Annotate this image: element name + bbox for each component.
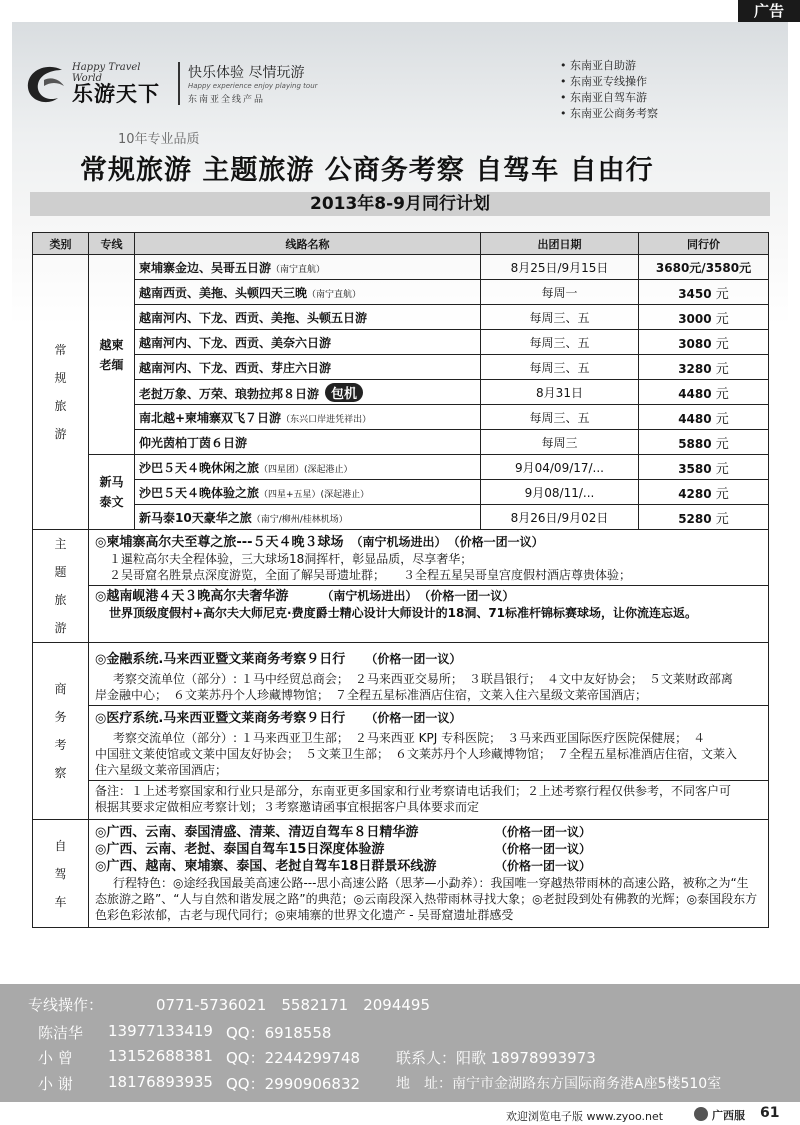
selfdrive-feature-line3: 色彩色彩浓郁，古老与现代同行；◎柬埔寨的世界文化遗产 - 吴哥窟遗址群感受: [95, 908, 514, 922]
ad-tag: 广告: [738, 0, 800, 22]
route-date: 每周一: [481, 280, 639, 305]
table-row: [33, 280, 769, 305]
theme-content: [89, 530, 769, 643]
category-char: 常: [54, 343, 67, 357]
contact-address: 地 址：南宁市金湖路东方国际商务港A座5楼510室: [396, 1076, 722, 1092]
slogan-line3: 东南亚全线产品: [188, 95, 266, 105]
contact-qq: QQ：2244299748: [226, 1049, 361, 1067]
table-row: [33, 305, 769, 330]
theme-product-1: ◎柬埔寨高尔夫至尊之旅---５天４晚３球场 （南宁机场进出） （价格一团一议）: [95, 535, 544, 550]
service-list: [560, 58, 658, 122]
route-name: 沙巴５天４晚休闲之旅（四星团）(深起港止）: [135, 455, 481, 480]
contact-name: 小 谢: [38, 1075, 73, 1093]
route-price: 3280 元: [639, 355, 769, 380]
category-char: 游: [54, 621, 67, 635]
footer-brand: 广西服: [712, 1109, 745, 1122]
category-char: 商: [54, 682, 67, 696]
route-date: 每周三、五: [481, 330, 639, 355]
service-item: • 东南亚自助游: [560, 58, 658, 74]
charter-badge: 包机: [325, 383, 363, 402]
contact-name: 小 曾: [38, 1049, 73, 1067]
table-row: [33, 255, 769, 280]
route-price: 5280 元: [639, 505, 769, 530]
header-price: 同行价: [639, 233, 769, 255]
contact-phone: 13152688381: [108, 1047, 213, 1065]
contact-qq: QQ：2990906832: [226, 1075, 361, 1093]
table-row: [33, 430, 769, 455]
business-p2-line2: 中国驻文莱使馆或文莱中国友好协会； ５文莱卫生部； ６文莱苏丹个人珍藏博物馆； ７全程五星标准酒店住宿，文莱入: [95, 747, 738, 761]
route-name: 老挝万象、万荣、琅勃拉邦８日游 包机: [135, 380, 481, 405]
service-item: • 东南亚专线操作: [560, 74, 658, 90]
divider: [89, 780, 768, 781]
route-date: 9月04/09/17/...: [481, 455, 639, 480]
category-selfdrive: [33, 820, 89, 928]
business-product-2: ◎医疗系统.马来西亚暨文莱商务考察９日行 （价格一团一议）: [95, 711, 462, 726]
slogan: [178, 62, 318, 105]
contact-person: 联系人：阳歌 18978993973: [396, 1049, 596, 1067]
route-date: 每周三、五: [481, 355, 639, 380]
theme-p1-line1: １暹粒高尔夫全程体验，三大球场18洞挥杆，彰显品质，尽享奢华；: [109, 552, 473, 566]
years-tagline: 10年专业品质: [118, 132, 200, 147]
category-char: 旅: [54, 593, 67, 607]
route-name: 越南河内、下龙、西贡、美拖、头顿五日游: [135, 305, 481, 330]
business-p2-line3: 住六星级文莱帝国酒店；: [95, 763, 228, 777]
route-date: 9月08/11/...: [481, 480, 639, 505]
table-row: [33, 505, 769, 530]
plan-table: [32, 232, 769, 928]
divider: [89, 705, 768, 706]
route-price: 3580 元: [639, 455, 769, 480]
header-date: 出团日期: [481, 233, 639, 255]
business-content: [89, 643, 769, 820]
category-char: 旅: [54, 399, 67, 413]
category-regular: [33, 255, 89, 530]
divider: [89, 585, 768, 586]
table-row: [33, 355, 769, 380]
logo-chinese: 乐游天下: [72, 82, 160, 106]
route-name: 新马泰10天豪华之旅（南宁/柳州/桂林机场）: [135, 505, 481, 530]
selfdrive-feature-line2: 态旅游之路”、“人与自然和谐发展之路”的典范；◎云南段深入热带雨林寻找大象；◎老挝段到处有佛教的光辉；◎泰国段东方: [95, 892, 758, 906]
logo-english: Happy Travel World: [72, 62, 141, 84]
category-char: 游: [54, 427, 67, 441]
route-date: 8月26日/9月02日: [481, 505, 639, 530]
page-number: 61: [760, 1105, 780, 1121]
route-name: 沙巴５天４晚体验之旅（四星+五星）(深起港止）: [135, 480, 481, 505]
theme-p2-line1: 世界顶级度假村+高尔夫大师尼克·费度爵士精心设计大师设计的18洞、71标准杆锦标赛球场，让你流连忘返。: [109, 606, 698, 620]
route-date: 8月25日/9月15日: [481, 255, 639, 280]
route-name: 越南河内、下龙、西贡、芽庄六日游: [135, 355, 481, 380]
table-header-row: [33, 233, 769, 255]
category-char: 考: [54, 738, 67, 752]
business-note-line2: 根据其要求定做相应考察计划；３考察邀请函事宜根据客户具体要求而定: [95, 800, 480, 814]
service-item: • 东南亚自驾车游: [560, 90, 658, 106]
wave-logo-icon: [22, 62, 70, 108]
route-name: 仰光茵柏丁茵６日游: [135, 430, 481, 455]
category-business: [33, 643, 89, 820]
selfdrive-route-1: ◎广西、云南、泰国清盛、清莱、清迈自驾车８日精华游 （价格一团一议）: [95, 825, 592, 840]
route-date: 每周三、五: [481, 405, 639, 430]
route-price: 5880 元: [639, 430, 769, 455]
category-theme: [33, 530, 89, 643]
brand-icon: [694, 1107, 708, 1121]
route-date: 每周三、五: [481, 305, 639, 330]
headline: 常规旅游 主题旅游 公商务考察 自驾车 自由行: [80, 155, 654, 186]
route-price: 4480 元: [639, 405, 769, 430]
table-row: [33, 380, 769, 405]
theme-p1-line2: ２吴哥窟名胜景点深度游览，全面了解吴哥遗址群； ３全程五星吴哥皇宫度假村酒店尊贵体验；: [109, 568, 632, 582]
slogan-line1: 快乐体验 尽情玩游: [188, 65, 305, 81]
business-p1-line2: 岸金融中心； ６文莱苏丹个人珍藏博物馆； ７全程五星标准酒店住宿，文莱入住六星级文莱帝国酒店；: [95, 688, 648, 702]
table-row: [33, 480, 769, 505]
line-vietnam: [89, 255, 135, 455]
business-product-1: ◎金融系统.马来西亚暨文莱商务考察９日行 （价格一团一议）: [95, 652, 462, 667]
selfdrive-feature-line1: 行程特色：◎途经我国最美高速公路---思小高速公路（思茅—小勐养）：我国唯一穿越热带雨林的高速公路，被称之为“生: [113, 876, 749, 890]
hotline-numbers: 0771-5736021 5582171 2094495: [156, 996, 430, 1014]
business-note-line1: 备注：１上述考察国家和行业只是部分，东南亚更多国家和行业考察请电话我们；２上述考察行程仅供参考，不同客户可: [95, 784, 732, 798]
header-route: 线路名称: [135, 233, 481, 255]
selfdrive-route-3: ◎广西、越南、柬埔寨、泰国、老挝自驾车18日群景环线游 （价格一团一议）: [95, 859, 592, 874]
table-row: [33, 455, 769, 480]
selfdrive-content: [89, 820, 769, 928]
line-label: 老缅: [99, 357, 124, 372]
logo: [22, 56, 172, 112]
route-price: 3680元/3580元: [639, 255, 769, 280]
route-price: 3000 元: [639, 305, 769, 330]
route-date: 8月31日: [481, 380, 639, 405]
category-char: 主: [54, 537, 67, 551]
category-char: 察: [54, 766, 67, 780]
business-p1-line1: 考察交流单位（部分）: １马中经贸总商会； ２马来西亚交易所； ３联昌银行； ４文中友好协会； ５文莱财政部离: [113, 672, 733, 686]
route-price: 3080 元: [639, 330, 769, 355]
route-name: 柬埔寨金边、吴哥五日游（南宁直航）: [135, 255, 481, 280]
route-price: 3450 元: [639, 280, 769, 305]
line-label: 越柬: [99, 337, 124, 352]
route-price: 4280 元: [639, 480, 769, 505]
category-char: 车: [54, 894, 67, 909]
route-name: 越南西贡、美拖、头顿四天三晚（南宁直航）: [135, 280, 481, 305]
table-row: [33, 330, 769, 355]
line-malaysia: [89, 455, 135, 530]
contact-qq: QQ：6918558: [226, 1024, 332, 1042]
route-price: 4480 元: [639, 380, 769, 405]
hotline-label: 专线操作：: [28, 996, 104, 1014]
contact-name: 陈洁华: [38, 1024, 84, 1042]
table-row: [33, 405, 769, 430]
business-p2-line1: 考察交流单位（部分）: １马来西亚卫生部； ２马来西亚 KPJ 专科医院； ３马来西亚国际医疗医院保健展； ４: [113, 731, 706, 745]
contact-panel: [0, 984, 800, 1102]
theme-product-2: ◎越南岘港４天３晚高尔夫奢华游 （南宁机场进出） （价格一团一议）: [95, 589, 515, 604]
route-name: 南北越+柬埔寨双飞７日游（东兴口岸进凭祥出）: [135, 405, 481, 430]
service-item: • 东南亚公商务考察: [560, 106, 658, 122]
business-section: [33, 643, 769, 820]
category-char: 驾: [54, 866, 67, 881]
contact-phone: 13977133419: [108, 1022, 213, 1040]
theme-section: [33, 530, 769, 643]
selfdrive-section: [33, 820, 769, 928]
line-label: 泰文: [99, 495, 124, 509]
route-name: 越南河内、下龙、西贡、美奈六日游: [135, 330, 481, 355]
selfdrive-route-2: ◎广西、云南、老挝、泰国自驾车15日深度体验游 （价格一团一议）: [95, 842, 592, 857]
route-date: 每周三: [481, 430, 639, 455]
footer-site[interactable]: 欢迎浏览电子版 www.zyoo.net: [506, 1110, 664, 1123]
category-char: 自: [54, 838, 67, 853]
category-char: 务: [54, 710, 67, 724]
category-char: 规: [54, 371, 67, 385]
plan-title: 2013年8-9月同行计划: [30, 192, 770, 216]
header-line: 专线: [89, 233, 135, 255]
line-label: 新马: [99, 475, 124, 489]
header-category: 类别: [33, 233, 89, 255]
contact-phone: 18176893935: [108, 1073, 213, 1091]
slogan-line2: Happy experience enjoy playing tour: [188, 82, 318, 90]
page-footer: [0, 1104, 800, 1125]
category-char: 题: [54, 565, 67, 579]
